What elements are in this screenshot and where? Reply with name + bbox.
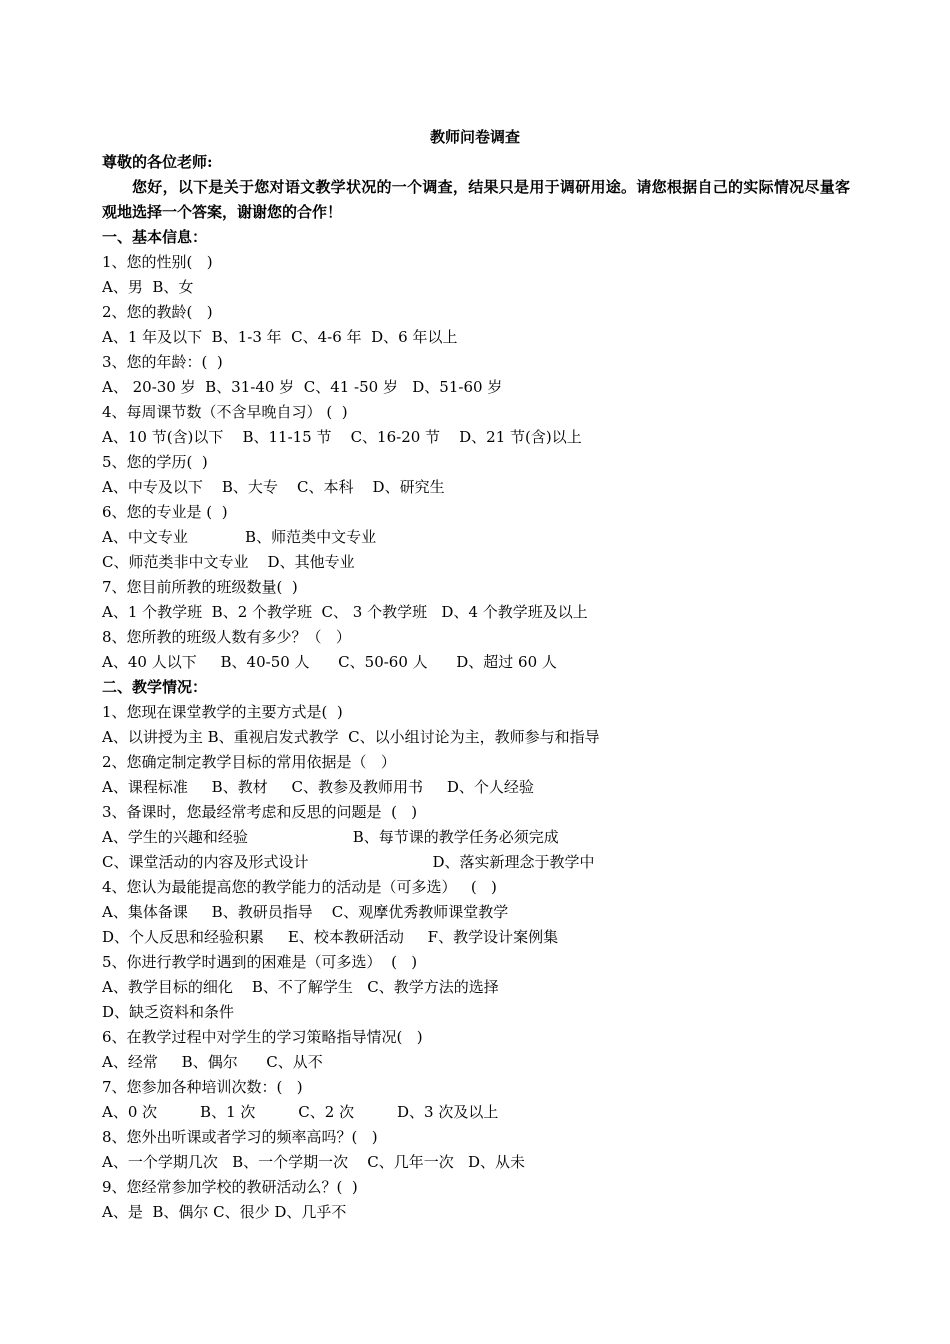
greeting: 尊敬的各位老师: <box>102 153 213 171</box>
question-line: 2、您确定制定教学目标的常用依据是（ ） <box>102 753 396 771</box>
question-line: 8、您所教的班级人数有多少？（ ） <box>102 628 351 646</box>
question-line: A、以讲授为主 B、重视启发式教学 C、以小组讨论为主，教师参与和指导 <box>102 728 600 746</box>
question-line: D、个人反思和经验积累 E、校本教研活动 F、教学设计案例集 <box>102 928 559 946</box>
question-line: C、师范类非中文专业 D、其他专业 <box>102 553 355 571</box>
question-line: 4、每周课节数（不含早晚自习） ( ) <box>102 403 348 421</box>
document-title: 教师问卷调查 <box>429 128 520 146</box>
question-line: A、经常 B、偶尔 C、从不 <box>102 1053 323 1071</box>
question-line: A、1 个教学班 B、2 个教学班 C、 3 个教学班 D、4 个教学班及以上 <box>102 603 588 621</box>
section-heading-teaching: 二、教学情况： <box>102 678 208 696</box>
question-line: A、0 次 B、1 次 C、2 次 D、3 次及以上 <box>102 1103 499 1121</box>
question-line: A、是 B、偶尔 C、很少 D、几乎不 <box>102 1203 347 1221</box>
question-line: 3、备课时，您最经常考虑和反思的问题是 ( ) <box>102 803 418 821</box>
question-line: A、中文专业 B、师范类中文专业 <box>102 528 377 546</box>
question-line: A、一个学期几次 B、一个学期一次 C、几年一次 D、从未 <box>102 1153 526 1171</box>
question-line: A、40 人以下 B、40-50 人 C、50-60 人 D、超过 60 人 <box>102 653 557 671</box>
question-line: 3、您的年龄：( ) <box>102 353 223 371</box>
question-line: 7、您参加各种培训次数：( ) <box>102 1078 303 1096</box>
question-line: A、集体备课 B、教研员指导 C、观摩优秀教师课堂教学 <box>102 903 509 921</box>
question-line: A、教学目标的细化 B、不了解学生 C、教学方法的选择 <box>102 978 499 996</box>
question-line: A、10 节(含)以下 B、11-15 节 C、16-20 节 D、21 节(含)以上 <box>102 428 582 446</box>
question-line: 2、您的教龄( ) <box>102 303 213 321</box>
question-line: A、课程标准 B、教材 C、教参及教师用书 D、个人经验 <box>102 778 534 796</box>
basic-info-questions <box>102 250 850 675</box>
intro-paragraph: 您好，以下是关于您对语文教学状况的一个调查，结果只是用于调研用途。请您根据自己的实际情况尽量客观地选择一个答案，谢谢您的合作！ <box>102 178 850 221</box>
section-heading-basic-info: 一、基本信息： <box>102 228 208 246</box>
question-line: 6、您的专业是 ( ) <box>102 503 228 521</box>
document-body <box>102 150 850 1225</box>
question-line: A、中专及以下 B、大专 C、本科 D、研究生 <box>102 478 445 496</box>
question-line: 4、您认为最能提高您的教学能力的活动是（可多选） ( ) <box>102 878 497 896</box>
question-line: 9、您经常参加学校的教研活动么？( ) <box>102 1178 358 1196</box>
question-line: A、1 年及以下 B、1-3 年 C、4-6 年 D、6 年以上 <box>102 328 458 346</box>
question-line: A、 20-30 岁 B、31-40 岁 C、41 -50 岁 D、51-60 岁 <box>102 378 503 396</box>
question-line: 5、您的学历( ) <box>102 453 208 471</box>
question-line: C、课堂活动的内容及形式设计 D、落实新理念于教学中 <box>102 853 595 871</box>
question-line: A、男 B、女 <box>102 278 194 296</box>
question-line: 1、您现在课堂教学的主要方式是( ) <box>102 703 343 721</box>
question-line: 5、你进行教学时遇到的困难是（可多选） ( ) <box>102 953 418 971</box>
question-line: 6、在教学过程中对学生的学习策略指导情况( ) <box>102 1028 423 1046</box>
question-line: 1、您的性别( ) <box>102 253 213 271</box>
question-line: 7、您目前所教的班级数量( ) <box>102 578 298 596</box>
question-line: 8、您外出听课或者学习的频率高吗？( ) <box>102 1128 378 1146</box>
question-line: A、学生的兴趣和经验 B、每节课的教学任务必须完成 <box>102 828 559 846</box>
teaching-questions <box>102 700 850 1225</box>
question-line: D、缺乏资料和条件 <box>102 1003 235 1021</box>
